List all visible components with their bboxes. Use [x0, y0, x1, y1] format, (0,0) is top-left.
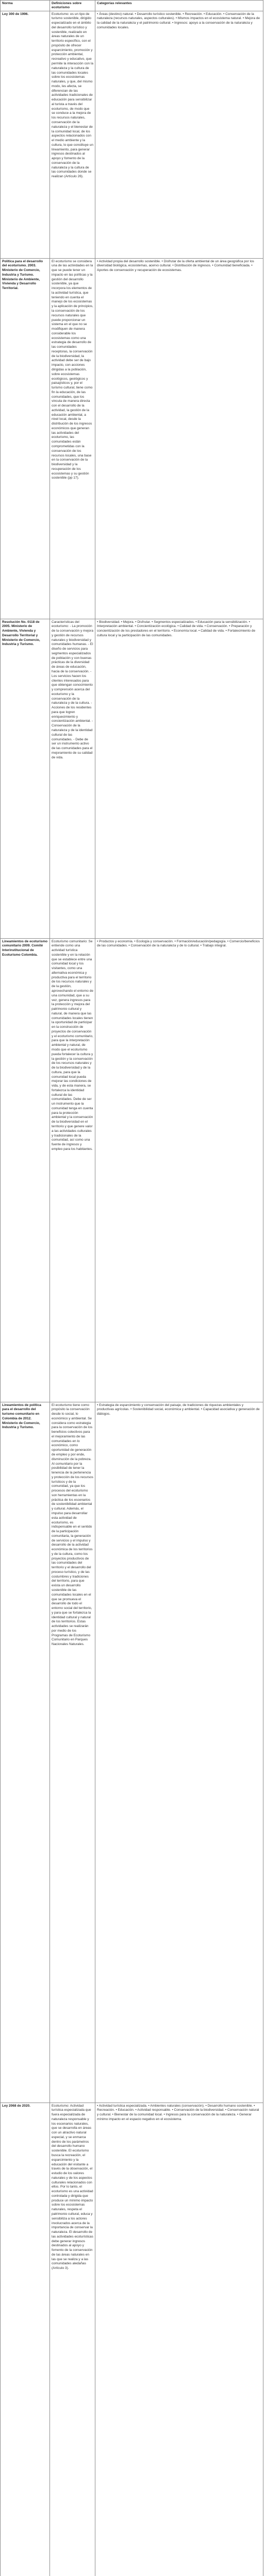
header-definiciones: Definiciones sobre ecoturismo — [50, 1, 95, 11]
table-row — [1, 1402, 263, 2103]
table-header-row — [1, 1, 263, 11]
table-row — [1, 2103, 263, 2576]
row-definicion-cell — [50, 258, 95, 619]
definicion-text: El ecoturismo tiene como propósito la conservación desde lo social, lo económico y ambiental. Se considera como estrategia para la conservación de los beneficios colectivos para el mejoramiento de las comunidades en lo económico, como oportunidad de generación de empleo y por ende, disminución de la pobreza. Al comunitario por la posibilidad de tener la tenencia de la pertenencia y protección de los recursos turísticos y de la comunidad, ya que los procesos del ecoturismo son herramientas en la práctica de los escenarios de sostenibilidad ambiental y cultural. Además, el impulso para desarrollar esta actividad de ecoturismo, es indispensable en el sentido de la participación comunitaria, la generación de servicios y el impulso y desarrollo de la actividad económica de los territorios y de la cultura, como los proyectos productivos de las comunidades del territorio y el desarrollo del proceso turístico, y de las costumbres y tradiciones del territorio, para que exista un desarrollo sostenible de las comunidades locales en el que se promueva el desarrollo de todo el entorno social del territorio, y para que se fortalezca la identidad cultural y natural de los territorios. Estas actividades se realizarán por medio de los Programas de Ecoturismo Comunitario en Parques Nacionales Naturales. — [52, 1403, 93, 1647]
norma-text: Resolución No. 0118 de 2005. Ministerio de Ambiente, Vivienda y Desarrollo Territorial y Ministerio de Comercio, Industria y Turismo. — [2, 620, 40, 647]
header-norma: Norma — [1, 1, 50, 11]
row-definicion-cell — [50, 2103, 95, 2576]
categorias-text: • Productos y economía. • Ecología y conservación. • Formación/educación/pedagogía. • Comercio/beneficios de las comunidades. • Conservación de la naturaleza y de lo cultural. • Trabajo integral. — [97, 939, 260, 948]
row-categorias-cell — [95, 938, 263, 1402]
definicion-text: Características del ecoturismo: - La promoción de la conservación y mejora y gestión de recursos naturales y biodiversidad y comunidades humanas. - El diseño de servicios para segmentos especializados de población y con buenas prácticas de la diversidad de áreas de educación, hacia de la conservación. - Los servicios hacen los clientes interesados para que obtengan conocimiento y comprensión acerca del ecoturismo y la conservación de la naturaleza y de la cultura. - Acciones de los residentes para que logren enriquecimiento y concientización ambiental. - Conservación de la naturaleza y de la identidad cultural de las comunidades. - Debe de ser un instrumento activo de las comunidades para el mejoramiento de su calidad de vida. — [52, 620, 93, 759]
row-categorias-cell — [95, 258, 263, 619]
row-norma-cell — [1, 258, 50, 619]
table-row — [1, 938, 263, 1402]
row-categorias-cell — [95, 619, 263, 938]
row-definicion-cell — [50, 938, 95, 1402]
row-norma-cell — [1, 619, 50, 938]
categorias-text: • Actividad propia del desarrollo sostenible. • Disfrutar de la oferta ambiental de un área geográfica por los diversidad biológica, ecosistemas, acervo cultural. • Distribución de ingresos. • Comunidad beneficiada. • Aportes de conservación y recuperación de ecosistemas. — [97, 259, 254, 273]
norma-text: Lineamientos de política para el desarrollo del turismo comunitario en Colombia de 2012. Ministerio de Comercio, Industria y Turismo. — [2, 1403, 41, 1430]
categorias-text: • Biodiversidad. • Mejora. • Disfrutar. • Segmentos especializados. • Educación para la sensibilización. • Interpretación ambiental. • Concientización ecológica. • Calidad de vida. • Conservación. • Preparación y concientización de los prestadores en el territorio. • Economía local. • Calidad de vida. • Fortalecimiento de cultura local y la participación de las comunidades. — [97, 620, 256, 637]
row-categorias-cell — [95, 11, 263, 258]
row-norma-cell — [1, 2103, 50, 2576]
table-row — [1, 619, 263, 938]
norma-text: Ley 2068 de 2020. — [2, 2104, 30, 2108]
definicion-text: Ecoturismo: es un tipo de turismo sostenible, dirigido especializado en el ámbito del desarrollo turístico y sostenible, realizado en áreas naturales de un territorio específico, con el propósito de ofrecer esparcimiento, promoción y protección ambiental, recreativo y educativo, que permite la interacción con la naturaleza y la cultura de las comunidades locales sobre los ecosistemas naturales, y que, del mismo modo, les afecta, se diferencian de las actividades tradicionales de educación para sensibilizar al turista a través del ecoturismo, de modo que se conduce a la mejora de los recursos naturales, conservación de la naturaleza y el bienestar de la comunidad local, de los aspectos relacionados con el medio ambiente y la cultura, lo que constituye un lineamiento, para generar ingresos destinados al apoyo y fomento de la conservación de la naturaleza y la cultura de las comunidades donde se realizan (Artículo 26). — [52, 12, 93, 179]
row-definicion-cell — [50, 11, 95, 258]
row-norma-cell — [1, 11, 50, 258]
definicion-text: El ecoturismo se considera una de las actividades en la que se puede tener un impacto en las políticas y la gestión del desarrollo sostenible, ya que incorpora los elementos de la actividad turística, que teniendo en cuenta el manejo de los ecosistemas y la aplicación de principios, la conservación de los recursos naturales que puede proporcionar un sistema en el que no se modifiquen de manera considerable los ecosistemas como una estrategia de desarrollo de las comunidades receptoras, la conservación de la biodiversidad, la actividad debe ser de bajo impacto, con acciones dirigidas a la población, sobre ecosistemas ecológicos, geológicos y paisajísticos y, por el turismo cultural, tiene como fin la educación, de las comunidades, que los vincula de manera directa con el desarrollo de la actividad, la gestión de la educación ambiental, a nivel local, desde la distribución de los ingresos económicos que generan las actividades del ecoturismo, las comunidades están comprometidas con la conservación de los recursos locales, una base en la conservación de la biodiversidad y la recuperación de los ecosistemas y su gestión sostenible (pp 17). — [52, 259, 93, 480]
row-categorias-cell — [95, 2103, 263, 2576]
table-row — [1, 11, 263, 258]
definicion-text: Ecoturismo: Actividad turística especializada que fuera especializada de naturaleza responsable y los escenarios naturales, que se desarrolla en áreas con un atractivo natural especial, y se enmarca dentro de los parámetros del desarrollo humano sostenible. El ecoturismo busca la recreación, el esparcimiento y la educación del visitante a través de la observación, el estudio de los valores naturales y de los aspectos culturales relacionados con ellos. Por lo tanto, el ecoturismo es una actividad controlada y dirigida que produce un mínimo impacto sobre los ecosistemas naturales, respeta el patrimonio cultural, educa y sensibiliza a los actores involucrados acerca de la importancia de conservar la naturaleza. El desarrollo de las actividades ecoturísticas debe generar ingresos destinados al apoyo y fomento de la conservación de las áreas naturales en las que se realiza y a las comunidades aledañas (Artículo 3). — [52, 2104, 93, 2270]
table-row — [1, 258, 263, 619]
norma-text: Ley 300 de 1996. — [2, 12, 29, 16]
norma-text: Política para el desarrollo del ecoturismo. 2003. Ministerio de Comercio, Industria y Turismo. Ministerio de Ambiente, Vivienda y Desarrollo Territorial. — [2, 259, 43, 291]
norma-text: Lineamientos de ecoturismo comunitario 2009. Comité Interinstitucional de Ecoturismo Colombia. — [2, 939, 48, 957]
categorias-text: • Áreas (destino) natural. • Desarrollo turístico sostenible. • Recreación. • Educación. • Conservación de la naturaleza (recursos naturales, aspectos culturales). • Mismos impactos en el ecosistema natural. • Mejora de la calidad de la naturaleza y el patrimonio cultural. • Ingresos: apoyo a la conservación de la naturaleza y comunidades locales. — [97, 12, 260, 29]
row-norma-cell — [1, 1402, 50, 2103]
row-definicion-cell — [50, 619, 95, 938]
definicion-text: Ecoturismo comunitario: Se entiende como una actividad turística sostenible y en la relación que se establece entre una comunidad local y los visitantes, como una alternativa económica y productiva para el territorio de los recursos naturales y de la gestión, aprovechando el entorno de una comunidad, que a su vez, genera ingresos para la protección y mejora del patrimonio cultural y natural, de manera que las comunidades locales tienen la oportunidad de participar en la construcción de proyectos de conservación y el ecoturismo comunitario, para que la interpretación ambiental y natural, de modo que el ecoturismo pueda fortalecer la cultura y la gestión y la conservación de los recursos naturales y de la biodiversidad y de la cultura, para que la comunidad local pueda mejorar las condiciones de vida, y de esta manera, se fortalezca la identidad cultural de las comunidades. Debe de ser un instrumento que la comunidad tenga en cuenta para la protección ambiental y la conservación de la biodiversidad en el territorio y que genere valor a las actividades culturales y tradicionales de la comunidad, así como una fuente de ingresos y empleo para los habitantes. — [52, 939, 93, 1151]
row-norma-cell — [1, 938, 50, 1402]
row-categorias-cell — [95, 1402, 263, 2103]
categorias-text: • Estrategia de esparcimiento y conservación del paisaje, de tradiciones de riquezas ambientales y productivas agrícolas. • Sostenibilidad social, económica y ambiental. • Capacidad asociativa y generación de diálogos. — [97, 1403, 260, 1416]
row-definicion-cell — [50, 1402, 95, 2103]
categorias-text: • Actividad turística especializada. • Ambientes naturales (conservación). • Desarrollo humano sostenible. • Recreación. • Educación. • Actividad responsable. • Conservación de la biodiversidad. • Conservación natural y cultural. • Bienestar de la comunidad local. • Ingresos para la conservación de la naturaleza. • Generar mínimo impacto en el espacio negativo en el ecosistema. — [97, 2104, 259, 2121]
header-categorias: Categorías relevantes — [95, 1, 263, 11]
